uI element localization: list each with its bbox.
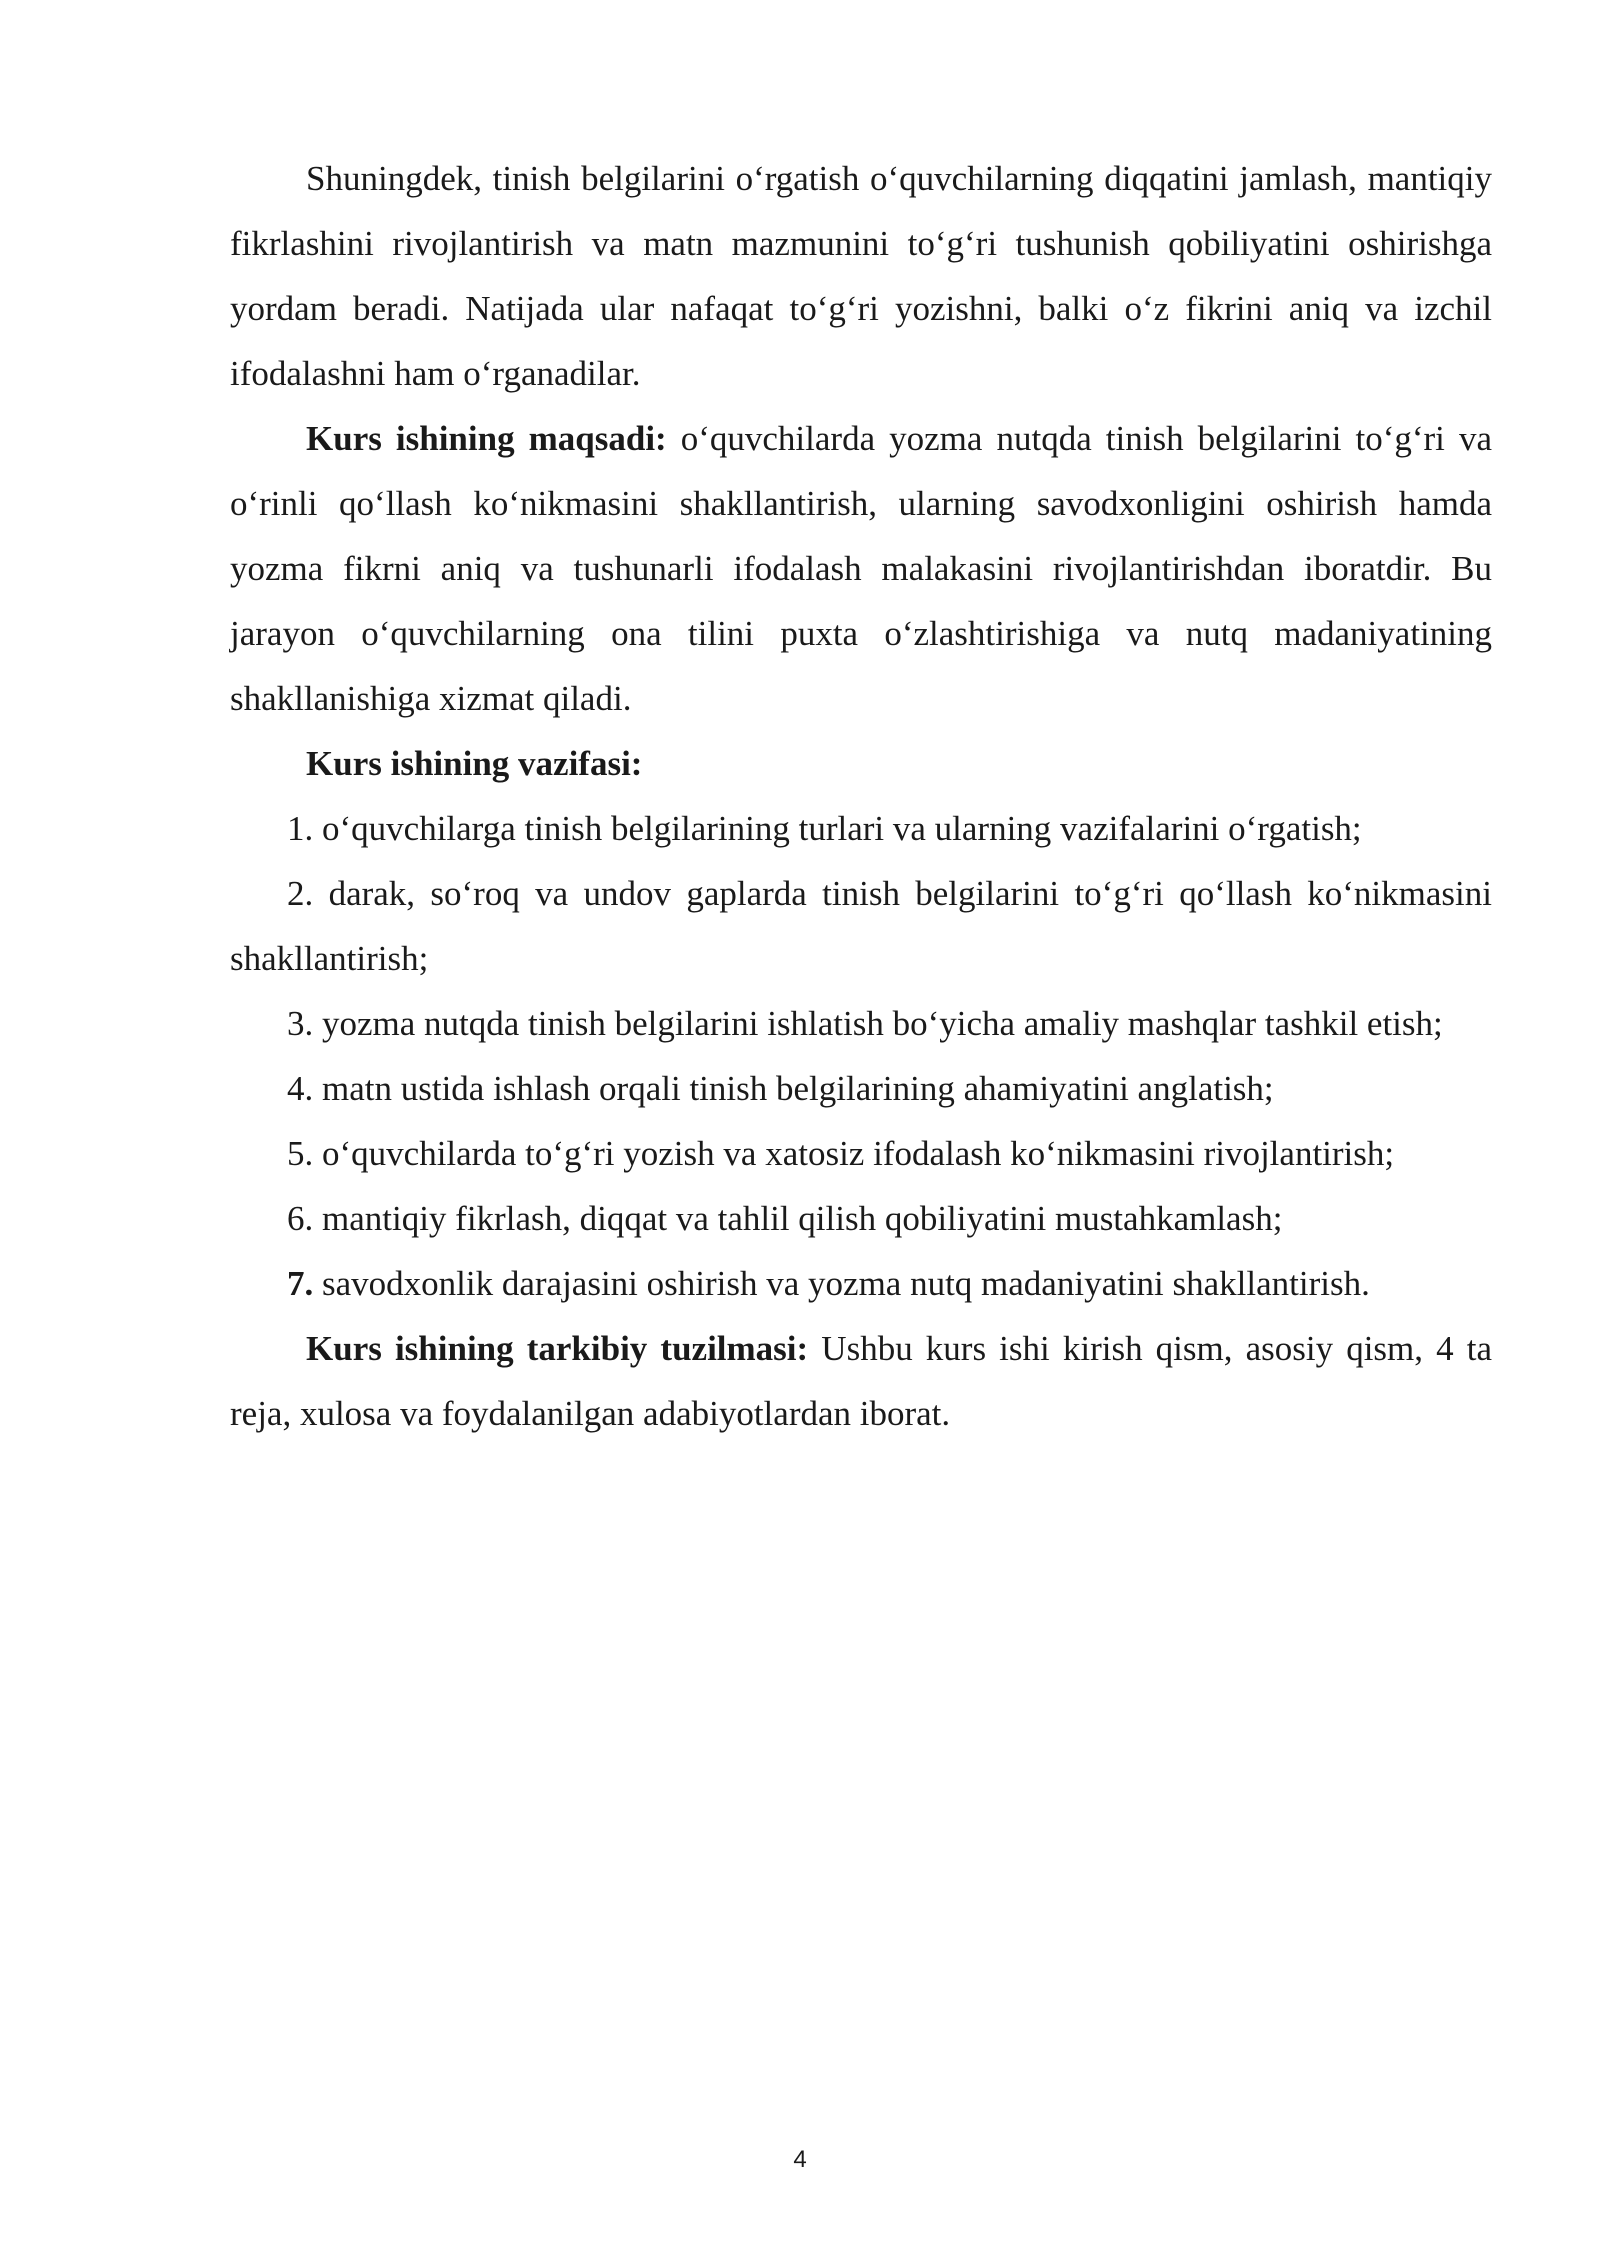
intro-paragraph: Shuningdek, tinish belgilarini o‘rgatish o‘quvchilarning diqqatini jamlash, mantiqiy fikrlashini rivojlantirish va matn mazmunini to‘g‘ri tushunish qobiliyatini oshirishga yordam beradi. Natijada ular nafaqat to‘g‘ri yozishni, balki o‘z fikrini aniq va izchil ifodalashni ham o‘rganadilar. [230,159,1492,393]
page-number: 4 [793,2146,807,2173]
task-number: 7. [287,1264,314,1303]
goal-label: Kurs ishining maqsadi: [306,419,667,458]
task-item-4 [230,1056,1492,1121]
goal-text: o‘quvchilarda yozma nutqda tinish belgilarini to‘g‘ri va o‘rinli qo‘llash ko‘nikmasini shakllantirish, ularning savodxonligini oshirish hamda yozma fikrni aniq va tushunarli ifodalash malakasini rivojlantirishdan iboratdir. Bu jarayon o‘quvchilarning ona tilini puxta o‘zlashtirishiga va nutq madaniyatining shakllanishiga xizmat qiladi. [230,419,1492,718]
task-number: 4. [287,1069,314,1108]
task-number: 2. [287,874,314,913]
task-text: mantiqiy fikrlash, diqqat va tahlil qilish qobiliyatini mustahkamlash; [313,1199,1283,1238]
goal-paragraph [230,406,1492,731]
tasks-label: Kurs ishining vazifasi: [306,744,643,783]
page-content [230,146,1492,1446]
task-item-6 [230,1186,1492,1251]
task-item-3 [230,991,1492,1056]
task-text: o‘quvchilarda to‘g‘ri yozish va xatosiz ifodalash ko‘nikmasini rivojlantirish; [313,1134,1395,1173]
structure-label: Kurs ishining tarkibiy tuzilmasi: [306,1329,809,1368]
structure-text: Ushbu kurs ishi kirish qism, asosiy qism, 4 ta reja, xulosa va foydalanilgan adabiyotlardan iborat. [230,1329,1492,1433]
task-number: 3. [287,1004,314,1043]
task-text: darak, so‘roq va undov gaplarda tinish belgilarini to‘g‘ri qo‘llash ko‘nikmasini shakllantirish; [230,874,1492,978]
task-item-5 [230,1121,1492,1186]
tasks-heading [230,731,1492,796]
task-text: savodxonlik darajasini oshirish va yozma nutq madaniyatini shakllantirish. [313,1264,1370,1303]
task-item-7 [230,1251,1492,1316]
task-text: yozma nutqda tinish belgilarini ishlatish bo‘yicha amaliy mashqlar tashkil etish; [313,1004,1443,1043]
task-number: 1. [287,809,314,848]
task-item-2 [230,861,1492,991]
structure-paragraph [230,1316,1492,1446]
task-number: 5. [287,1134,314,1173]
task-number: 6. [287,1199,314,1238]
task-item-1 [230,796,1492,861]
task-text: matn ustida ishlash orqali tinish belgilarining ahamiyatini anglatish; [313,1069,1274,1108]
task-text: o‘quvchilarga tinish belgilarining turlari va ularning vazifalarini o‘rgatish; [313,809,1362,848]
